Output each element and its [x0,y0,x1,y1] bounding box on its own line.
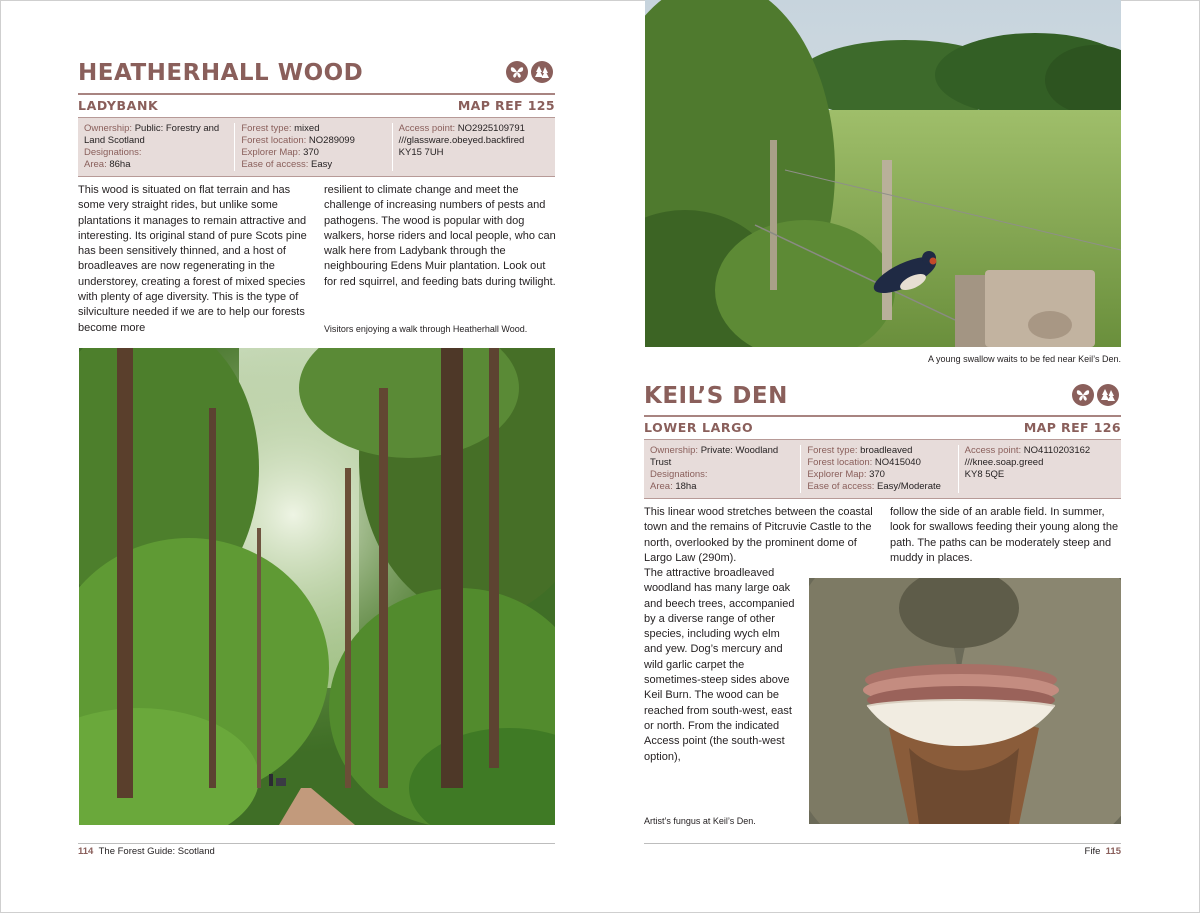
title-divider [78,93,555,95]
footer-divider [78,843,555,844]
butterfly-icon [506,61,528,83]
body-text-column-1-top: This linear wood stretches between the coastal town and the remains of Pitcruvie Castle to the north, overlooked by the prominent dome of Largo Law (290m). [644,506,873,564]
location-label: LOWER LARGO [644,420,754,435]
habitat-icons [1072,384,1119,406]
body-text-column-1-narrow: The attractive broadleaved woodland has many large oak and beech trees, accompanied by a diverse range of other species, including wych elm and yew. Dog’s mercury and wild garlic carpet the sometimes-steep sides above Keil Burn. The wood can be reached from south-west, east or north. From the indicated Access point (the south-west option), [644,567,795,763]
page-number: 115 [1105,846,1121,857]
info-column-access: Access point: NO4110203162 ///knee.soap.greed KY8 5QE [958,445,1115,493]
fungus-photo-caption: Artist’s fungus at Keil’s Den. [644,816,756,826]
info-column-forest: Forest type: mixed Forest location: NO289099 Explorer Map: 370 Ease of access: Easy [234,123,391,171]
info-panel [644,439,1121,499]
habitat-icons [506,61,553,83]
map-reference: MAP REF 126 [1023,420,1121,435]
info-column-ownership: Ownership: Private: Woodland Trust Designations: Area: 18ha [650,445,779,492]
forest-path-photo [79,348,555,825]
info-panel [78,117,555,177]
swallow-photo [645,0,1121,347]
swallow-photo-caption: A young swallow waits to be fed near Keil’s Den. [928,354,1121,364]
page-number: 114 [78,846,94,857]
conifer-trees-icon [1097,384,1119,406]
map-reference: MAP REF 125 [457,98,555,113]
body-text-column-1: This wood is situated on flat terrain and has some very straight rides, but unlike some plantations it manages to remain attractive and interesting. Its original stand of pure Scots pine has been sensitively thinned, and a host of broadleaves are now regenerating in the understorey, creating a forest of mixed species with plenty of age diversity. This is the type of silviculture needed if we are to help our forests become more [78,184,307,334]
book-title: The Forest Guide: Scotland [98,846,215,857]
footer-divider [644,843,1121,844]
body-text-column-2: resilient to climate change and meet the challenge of increasing numbers of pests and pathogens. The wood is popular with dog walkers, horse riders and local people, who can walk here from Ladybank through the neighbouring Edens Muir plantation. Look out for red squirrel, and feeding bats during twilight. [324,184,556,288]
title-divider [644,415,1121,417]
conifer-trees-icon [531,61,553,83]
body-text-column-2: follow the side of an arable field. In summer, look for swallows feeding their young along the path. The paths can be moderately steep and muddy in places. [890,506,1119,564]
entry-title: KEIL’S DEN [644,383,788,409]
butterfly-icon [1072,384,1094,406]
entry-title: HEATHERHALL WOOD [78,60,364,86]
info-column-forest: Forest type: broadleaved Forest location: NO415040 Explorer Map: 370 Ease of access: Easy/Moderate [800,445,957,493]
info-column-access: Access point: NO2925109791 ///glassware.obeyed.backfired KY15 7UH [392,123,549,171]
photo-caption: Visitors enjoying a walk through Heatherhall Wood. [324,324,528,334]
page-footer-right [900,846,1121,857]
info-column-ownership: Ownership: Public: Forestry and Land Scotland Designations: Area: 86ha [84,123,220,170]
fungus-photo [809,578,1121,824]
page-footer-left [78,846,215,857]
section-title: Fife [1084,846,1101,857]
location-label: LADYBANK [78,98,159,113]
